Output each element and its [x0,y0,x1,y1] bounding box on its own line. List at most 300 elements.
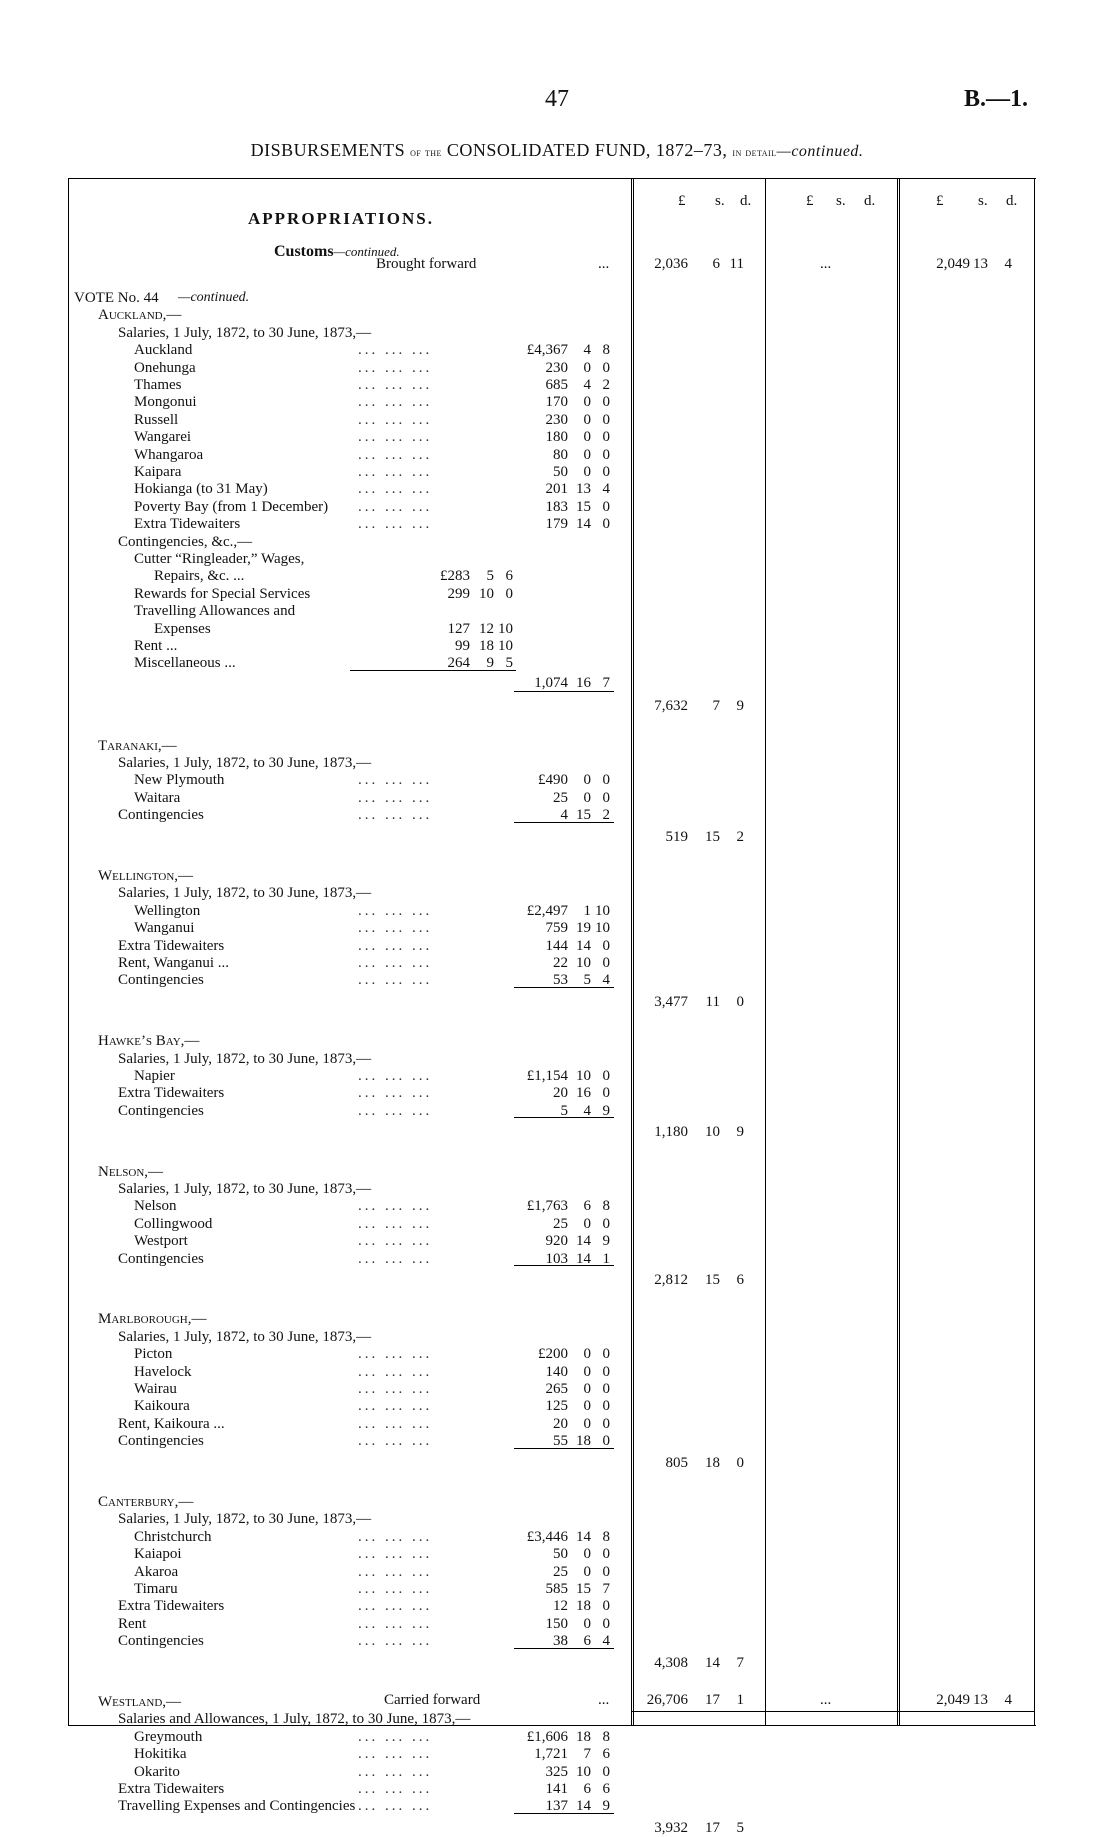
col1-amount-pounds: 7,632 [654,698,688,715]
col3-amount-pounds: 2,049 [936,1692,970,1708]
line-item [68,789,1034,807]
item-amount-pence: 6 [602,1781,610,1797]
item-amount-pence: 8 [602,1728,610,1745]
subtotal-amount-pence: 7 [602,674,610,691]
item-amount-pounds: 53 [553,972,568,989]
line-item [68,1345,1034,1363]
row-label: Hawke’s Bay,— [98,1033,200,1050]
cont-amount-shillings: 10 [479,585,494,602]
row-label: Canterbury,— [98,1494,194,1510]
dot-leader: ... ... ... [358,1546,433,1563]
item-amount-pence: 0 [602,516,610,533]
item-amount-pence: 0 [602,411,610,428]
item-amount-pounds: 230 [545,359,568,376]
item-amount-shillings: 0 [583,1398,591,1415]
item-amount-pounds: 585 [545,1581,568,1597]
item-amount-shillings: 4 [583,377,591,393]
item-amount-pence: 0 [602,789,610,806]
item-amount-pounds: £1,763 [526,1198,568,1215]
item-amount-pounds: £490 [538,772,568,789]
item-amount-pounds: 1,721 [534,1746,568,1763]
row-label: Contingencies [118,807,204,824]
dot-leader: ... ... ... [358,411,433,428]
item-amount-pounds: 180 [545,429,568,446]
subtitle-text: Customs [274,243,334,260]
col1-amount-shillings: 15 [705,1272,720,1288]
item-amount-pence: 9 [602,1233,610,1250]
item-amount-pence: 9 [602,1102,610,1119]
dot-leader: ... ... ... [358,1250,433,1267]
dot-leader: ... ... ... [358,772,433,789]
cont-amount-shillings: 9 [486,655,494,672]
item-amount-pence: 0 [602,359,610,376]
item-amount-pounds: 920 [545,1233,568,1250]
item-amount-shillings: 15 [576,1581,591,1597]
line-item [68,937,1034,955]
row-label: Greymouth [134,1728,203,1745]
sum-rule [350,670,516,671]
dot-leader: ... ... ... [358,1398,433,1415]
row-label: Extra Tidewaiters [134,516,241,533]
item-amount-pence: 9 [602,1798,610,1815]
col1-amount-shillings: 10 [705,1124,720,1141]
dot-leader: ... ... ... [358,807,433,824]
item-amount-pence: 0 [602,1085,610,1102]
row-label: Extra Tidewaiters [118,1598,225,1615]
province-total [68,1454,1034,1472]
line-item [68,1363,1034,1381]
row-label: Wanganui [134,920,195,937]
item-amount-pence: 0 [602,1068,610,1084]
col1-amount-pounds: 2,036 [654,256,688,272]
item-amount-pence: 1 [602,1250,610,1267]
col1-amount-pounds: 4,308 [654,1654,688,1671]
vote-continued: —continued. [178,290,250,305]
item-amount-pence: 0 [602,1546,610,1563]
item-amount-pence: 0 [602,446,610,463]
section-title: APPROPRIATIONS. [248,209,434,228]
item-amount-pounds: 685 [545,377,568,393]
row-label: Auckland [134,342,193,359]
line-item [68,1563,1034,1581]
item-amount-pounds: 325 [545,1763,568,1780]
item-amount-shillings: 18 [576,1728,591,1745]
item-amount-shillings: 0 [583,772,591,789]
item-amount-pence: 0 [602,464,610,480]
salary-line [68,1328,1034,1346]
line-item [68,1232,1034,1250]
row-label: Picton [134,1346,173,1363]
item-amount-pounds: 50 [553,1546,568,1563]
brought-forward-row [68,255,1034,273]
sum-rule [514,1265,614,1266]
row-label: Contingencies [118,1433,204,1450]
item-amount-pence: 10 [595,902,610,919]
item-amount-pounds: 38 [553,1633,568,1650]
cont-amount-shillings: 18 [479,638,494,654]
item-amount-shillings: 0 [583,1363,591,1380]
row-label: Timaru [134,1581,178,1597]
col1-amount-pence: 9 [736,1124,744,1141]
province-total [68,993,1034,1011]
item-amount-pounds: 80 [553,446,568,463]
item-amount-pence: 6 [602,1746,610,1763]
cont-amount-pounds: 99 [455,638,470,654]
province-heading [68,1032,1034,1050]
item-amount-shillings: 7 [583,1746,591,1763]
row-label: Repairs, &c. ... [154,568,245,585]
cont-amount-pounds: £283 [440,568,470,585]
province-heading [68,1163,1034,1181]
col1-amount-pounds: 519 [665,828,688,845]
dot-leader: ... ... ... [358,446,433,463]
item-amount-shillings: 0 [583,446,591,463]
item-amount-pence: 2 [602,807,610,824]
item-amount-pounds: 25 [553,789,568,806]
line-item [68,411,1034,429]
page-number: 47 [545,86,569,112]
contingency-line [68,620,1034,638]
item-amount-pounds: 50 [553,464,568,480]
province-total [68,1123,1034,1141]
row-label: Contingencies, &c.,— [118,533,253,550]
contingency-line [68,654,1034,672]
item-amount-pence: 2 [602,377,610,393]
row-label: Contingencies [118,1633,204,1650]
dot-leader: ... ... ... [358,1781,433,1797]
item-amount-pounds: £4,367 [526,342,568,359]
row-label: Contingencies [118,1250,204,1267]
item-amount-pounds: 20 [553,1085,568,1102]
row-label: Poverty Bay (from 1 December) [134,498,329,515]
row-label: Whangaroa [134,446,204,463]
dot-leader: ... ... ... [358,972,433,989]
col3-pounds-head: £ [936,193,944,209]
salary-line [68,1710,1034,1728]
row-label: Contingencies [118,1102,204,1119]
line-item [68,1615,1034,1633]
row-label: Okarito [134,1763,180,1780]
col2-shillings-head: s. [836,193,846,209]
province-total [68,697,1034,715]
item-amount-pence: 8 [602,1528,610,1545]
col1-amount-pence: 11 [729,256,744,272]
item-amount-pence: 0 [602,1215,610,1232]
dot-leader: ... ... ... [358,1598,433,1615]
row-label: Nelson,— [98,1163,164,1180]
row-label: Westport [134,1233,188,1250]
cont-amount-pounds: 299 [447,585,470,602]
salary-line [68,884,1034,902]
row-label: Russell [134,411,179,428]
item-amount-pounds: 230 [545,411,568,428]
row-label: Christchurch [134,1528,212,1545]
row-label: Onehunga [134,359,196,376]
row-label: Hokitika [134,1746,187,1763]
item-amount-pounds: £2,497 [526,902,568,919]
sum-rule [514,987,614,988]
dot-leader: ... ... ... [358,1102,433,1119]
contingency-line [68,567,1034,585]
item-amount-shillings: 0 [583,1415,591,1432]
col1-amount-shillings: 6 [712,256,720,272]
col1-amount-shillings: 18 [705,1454,720,1471]
item-amount-pounds: 141 [545,1781,568,1797]
item-amount-pence: 0 [602,937,610,954]
line-item [68,1763,1034,1781]
dot-leader: ... ... ... [358,789,433,806]
item-amount-pence: 0 [602,1433,610,1450]
row-label: Salaries, 1 July, 1872, to 30 June, 1873,— [118,885,372,902]
col1-amount-pence: 9 [736,698,744,715]
col1-amount-pounds: 805 [665,1454,688,1471]
line-item [68,1597,1034,1615]
line-item [68,1084,1034,1102]
item-amount-pounds: 170 [545,394,568,411]
col1-pounds-head: £ [678,193,686,209]
row-label: Akaroa [134,1563,179,1580]
row-label: Expenses [154,620,211,637]
item-amount-shillings: 14 [576,516,591,533]
sum-rule [514,822,614,823]
item-amount-shillings: 19 [576,920,591,937]
row-label: New Plymouth [134,772,225,789]
line-item [68,463,1034,481]
item-amount-pounds: £1,606 [526,1728,568,1745]
col1-amount-pounds: 26,706 [646,1692,688,1708]
salary-line [68,754,1034,772]
item-amount-shillings: 16 [576,1085,591,1102]
dot-leader: ... ... ... [358,1615,433,1632]
item-amount-pounds: 150 [545,1615,568,1632]
item-amount-shillings: 15 [576,807,591,824]
title-rest: CONSOLIDATED FUND, 1872–73, [446,140,728,160]
dot-leader: ... ... ... [358,377,433,393]
line-item [68,498,1034,516]
item-amount-pounds: 55 [553,1433,568,1450]
item-amount-shillings: 0 [583,464,591,480]
line-item [68,1780,1034,1798]
col3-pence-head: d. [1006,193,1018,209]
item-amount-pounds: 125 [545,1398,568,1415]
vote-row [68,289,1034,307]
row-label: Kaipara [134,464,182,480]
province-heading [68,1493,1034,1511]
province-heading [68,306,1034,324]
dot-leader: ... ... ... [358,920,433,937]
carried-rule [631,1711,1034,1712]
row-label: Extra Tidewaiters [118,1781,225,1797]
cont-amount-pence: 0 [505,585,513,602]
dot-leader: ... ... ... [358,1746,433,1763]
item-amount-shillings: 13 [576,481,591,498]
item-amount-pounds: 22 [553,955,568,971]
row-label: Kaikoura [134,1398,190,1415]
dot-leader: ... ... ... [358,394,433,411]
row-label: Napier [134,1068,175,1084]
line-item [68,515,1034,533]
item-amount-shillings: 0 [583,1346,591,1363]
cont-amount-pence: 6 [505,568,513,585]
row-label: Salaries, 1 July, 1872, to 30 June, 1873,— [118,1181,372,1197]
item-amount-shillings: 14 [576,937,591,954]
salary-line [68,1180,1034,1198]
appropriations-ledger [68,178,1036,1836]
contingency-line [68,550,1034,568]
item-amount-shillings: 10 [576,955,591,971]
row-label: Travelling Expenses and Contingencies [118,1798,356,1815]
line-item [68,393,1034,411]
col1-amount-pence: 0 [736,993,744,1010]
line-item [68,1415,1034,1433]
dot-leader: ... ... ... [358,342,433,359]
row-label: Wellington [134,902,201,919]
dot-leader: ... ... ... [358,429,433,446]
item-amount-pence: 0 [602,955,610,971]
row-label: Extra Tidewaiters [118,1085,225,1102]
row-label: Cutter “Ringleader,” Wages, [134,551,305,567]
col1-amount-shillings: 7 [712,698,720,715]
item-amount-pounds: 12 [553,1598,568,1615]
item-amount-pounds: 25 [553,1215,568,1232]
item-amount-pounds: 201 [545,481,568,498]
province-total [68,1819,1034,1837]
title-of-the: of the [410,145,442,159]
item-amount-pounds: 759 [545,920,568,937]
line-item [68,1580,1034,1598]
item-amount-shillings: 14 [576,1233,591,1250]
col1-amount-pence: 1 [736,1692,744,1708]
item-amount-pence: 4 [602,481,610,498]
row-label: Carried forward [384,1692,481,1708]
row-label: Kaiapoi [134,1546,182,1563]
col1-amount-pounds: 3,932 [654,1819,688,1836]
item-amount-shillings: 6 [583,1781,591,1797]
line-item [68,1380,1034,1398]
dot-leader: ... ... ... [358,498,433,515]
row-label: Miscellaneous ... [134,655,236,672]
col3-amount-shillings: 13 [973,1692,988,1708]
col1-shillings-head: s. [715,193,725,209]
row-label: VOTE No. 44 [74,290,159,306]
dot-leader: ... ... ... [358,1528,433,1545]
item-amount-pounds: 144 [545,937,568,954]
item-amount-pence: 0 [602,429,610,446]
dot-leader: ... ... ... [358,1563,433,1580]
item-amount-shillings: 4 [583,1102,591,1119]
line-item [68,1545,1034,1563]
item-amount-shillings: 5 [583,972,591,989]
row-label: Brought forward [376,256,477,272]
item-amount-pence: 0 [602,1363,610,1380]
dot-leader: ... ... ... [358,1215,433,1232]
row-label: Taranaki,— [98,737,177,754]
col1-amount-pence: 2 [736,828,744,845]
row-label: Contingencies [118,972,204,989]
item-amount-pounds: 103 [545,1250,568,1267]
subtotal-amount-pounds: 1,074 [534,674,568,691]
line-item [68,1528,1034,1546]
row-label: Salaries, 1 July, 1872, to 30 June, 1873,— [118,1050,372,1067]
item-amount-pence: 0 [602,1598,610,1615]
cont-amount-pence: 10 [498,620,513,637]
dot-leader: ... ... ... [358,937,433,954]
item-amount-pence: 7 [602,1581,610,1597]
row-label: Rent ... [134,638,178,654]
contingency-line [68,585,1034,603]
dot-leader: ... ... ... [358,359,433,376]
row-label: Wairau [134,1381,177,1397]
col1-amount-shillings: 11 [705,993,720,1010]
item-amount-pence: 0 [602,1381,610,1397]
row-label: Marlborough,— [98,1311,207,1328]
line-item [68,446,1034,464]
line-item [68,428,1034,446]
salary-line [68,1510,1034,1528]
sum-rule [514,1648,614,1649]
title-continued: —continued. [776,143,864,160]
col2-leader: ... [820,256,832,272]
dot-leader: ... ... ... [358,1415,433,1432]
item-amount-pence: 0 [602,772,610,789]
line-item [68,480,1034,498]
sum-rule [514,1448,614,1449]
row-label: Westland,— [98,1694,182,1710]
item-amount-pounds: 183 [545,498,568,515]
item-amount-shillings: 4 [583,342,591,359]
item-amount-shillings: 18 [576,1598,591,1615]
dot-leader: ... ... ... [358,1346,433,1363]
cont-amount-shillings: 12 [479,620,494,637]
line-item [68,954,1034,972]
document-reference: B.—1. [963,86,1028,112]
line-item [68,902,1034,920]
row-label: Mongonui [134,394,197,411]
row-label: Havelock [134,1363,192,1380]
row-label: Collingwood [134,1215,213,1232]
col2-leader: ... [820,1692,832,1708]
item-amount-pence: 0 [602,1563,610,1580]
item-amount-shillings: 18 [576,1433,591,1450]
item-amount-shillings: 0 [583,359,591,376]
col1-pence-head: d. [740,193,752,209]
col1-amount-pence: 5 [736,1819,744,1836]
item-amount-shillings: 14 [576,1528,591,1545]
row-label: Salaries and Allowances, 1 July, 1872, to 30 June, 1873,— [118,1711,471,1728]
dot-leader: ... ... ... [358,481,433,498]
item-amount-pence: 0 [602,498,610,515]
item-amount-pence: 0 [602,1346,610,1363]
item-amount-pounds: 20 [553,1415,568,1432]
sum-rule [514,1813,614,1814]
title-in-detail: in detail [732,145,777,159]
row-label: Salaries, 1 July, 1872, to 30 June, 1873,— [118,324,372,341]
contingency-line [68,602,1034,620]
col1-amount-pence: 7 [736,1654,744,1671]
item-amount-shillings: 14 [576,1250,591,1267]
row-label: Rent [118,1615,147,1632]
dot-leader: ... ... ... [358,516,433,533]
row-label: Travelling Allowances and [134,603,296,620]
province-heading [68,737,1034,755]
col1-amount-pounds: 1,180 [654,1124,688,1141]
col1-amount-pence: 6 [736,1272,744,1288]
col3-amount-pence: 4 [1004,256,1012,272]
item-amount-pence: 4 [602,1633,610,1650]
province-total [68,1271,1034,1289]
item-amount-shillings: 10 [576,1068,591,1084]
dot-leader: ... ... ... [358,1798,433,1815]
